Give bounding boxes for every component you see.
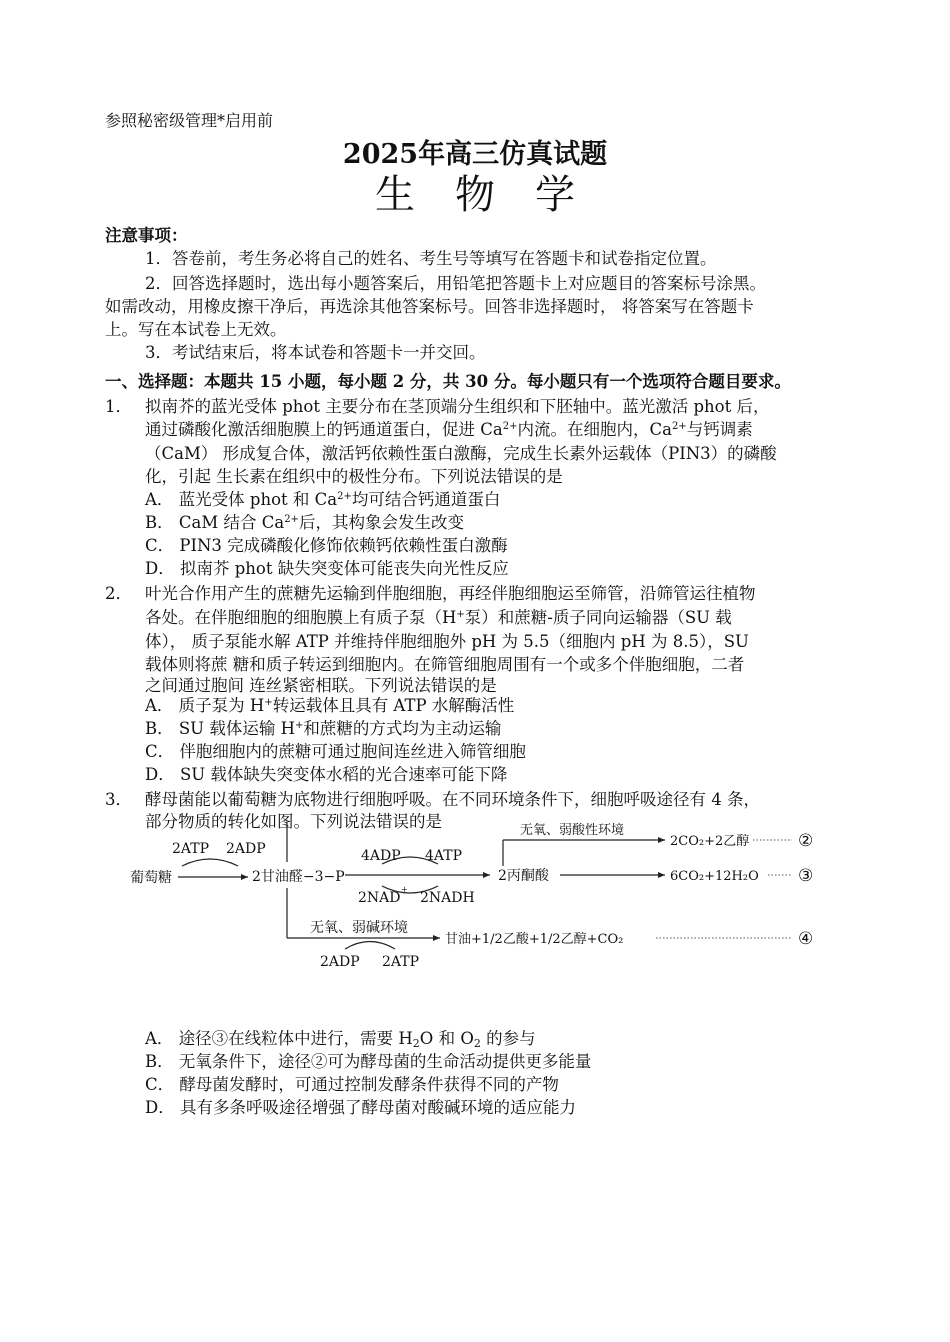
label-4atp: 4ATP: [425, 848, 463, 864]
notice-item-2-line3: 上。写在本试卷上无效。: [105, 320, 287, 339]
q1-option-b: B． CaM 结合 $Ca^{2+}$后，其构象会发生改变: [145, 513, 464, 532]
label-2nad: 2NAD: [358, 890, 401, 906]
section-heading: 一、选择题：本题共 15 小题，每小题 2 分，共 30 分。每小题只有一个选项符合题目要求。: [105, 372, 791, 391]
q2-stem-line4: 载体则将蔗 糖和质子转运到细胞内。在筛管细胞周围有一个或多个伴胞细胞，二者: [145, 655, 745, 674]
question-number-2: 2．: [105, 584, 132, 603]
q3-option-c: C． 酵母菌发酵时，可通过控制发酵条件获得不同的产物: [145, 1075, 559, 1094]
label-product-3: 6CO₂+12H₂O: [670, 869, 759, 884]
q3-stem-line1: 酵母菌能以葡萄糖为底物进行细胞呼吸。在不同环境条件下，细胞呼吸途径有 4 条，: [145, 790, 760, 809]
q2-stem-line2: 各处。在伴胞细胞的细胞膜上有质子泵（H+泵）和蔗糖-质子同向运输器（SU 载: [145, 608, 732, 627]
label-pathway-4: ④: [798, 929, 814, 949]
arc-atp-adp: [182, 859, 238, 866]
confidential-label: 参照秘密级管理*启用前: [105, 111, 274, 130]
question-number-3: 3．: [105, 790, 132, 809]
label-4adp: 4ADP: [361, 848, 401, 864]
question-number-1: 1．: [105, 397, 132, 416]
notice-item-1: 1．答卷前，考生务必将自己的姓名、考生号等填写在答题卡和试卷指定位置。: [145, 249, 717, 268]
respiration-pathway-diagram: [120, 822, 840, 972]
q1-option-c: C． PIN3 完成磷酸化修饰依赖钙依赖性蛋白激酶: [145, 536, 508, 555]
label-condition-top: 无氧、弱酸性环境: [520, 823, 625, 838]
label-pathway-2: ②: [798, 831, 814, 851]
label-condition-bottom: 无氧、弱碱环境: [310, 920, 408, 936]
label-2adp: 2ADP: [226, 841, 266, 857]
q3-stem-line2: 部分物质的转化如图。下列说法错误的是: [145, 812, 442, 831]
arc-adp-atp-bottom: [345, 942, 395, 950]
q2-option-c: C． 伴胞细胞内的蔗糖可通过胞间连丝进入筛管细胞: [145, 742, 526, 761]
q1-option-a: A． 蓝光受体 phot 和 $Ca^{2+}$均可结合钙通道蛋白: [145, 490, 501, 509]
q3-option-a: A． 途径③在线粒体中进行，需要 $H_2O$ 和 $O_2$ 的参与: [145, 1029, 536, 1050]
q2-stem-line1: 叶光合作用产生的蔗糖先运输到伴胞细胞，再经伴胞细胞运至筛管，沿筛管运往植物: [145, 584, 756, 603]
q2-stem-line3: 体）， 质子泵能水解 ATP 并维持伴胞细胞外 pH 为 5.5（细胞内 pH 为 8.5），SU: [145, 632, 749, 651]
q1-option-d: D． 拟南芥 phot 缺失突变体可能丧失向光性反应: [145, 559, 509, 578]
exam-title: 2025年高三仿真试题: [342, 139, 608, 170]
label-product-4: 甘油+1/2乙酸+1/2乙醇+CO₂: [445, 932, 624, 947]
q2-option-a: A． 质子泵为 H+转运载体且具有 ATP 水解酶活性: [145, 696, 515, 715]
q3-option-b: B． 无氧条件下，途径②可为酵母菌的生命活动提供更多能量: [145, 1052, 592, 1071]
q2-option-d: D． SU 载体缺失突变体水稻的光合速率可能下降: [145, 765, 508, 784]
subject-title: 生物学: [375, 172, 615, 218]
notice-item-3: 3．考试结束后，将本试卷和答题卡一并交回。: [145, 343, 486, 362]
q2-stem-line5: 之间通过胞间 连丝紧密相联。下列说法错误的是: [145, 676, 497, 695]
label-pathway-3: ③: [798, 866, 814, 886]
q2-option-b: B． SU 载体运输 H+和蔗糖的方式均为主动运输: [145, 719, 502, 738]
label-2adp-bottom: 2ADP: [320, 954, 360, 970]
q1-stem-line3: （CaM） 形成复合体，激活钙依赖性蛋白激酶，完成生长素外运载体（PIN3）的磷酸: [145, 444, 777, 463]
label-glucose: 葡萄糖: [130, 870, 172, 886]
q1-stem-line4: 化，引起 生长素在组织中的极性分布。下列说法错误的是: [145, 467, 563, 486]
q1-stem-line1: 拟南芥的蓝光受体 phot 主要分布在茎顶端分生组织和下胚轴中。蓝光激活 phot 后，: [145, 397, 770, 416]
q3-option-d: D． 具有多条呼吸途径增强了酵母菌对酸碱环境的适应能力: [145, 1098, 576, 1117]
label-2nad-sup: +: [401, 885, 408, 894]
notice-item-2-line1: 2．回答选择题时，选出每小题答案后，用铅笔把答题卡上对应题目的答案标号涂黑。: [145, 274, 766, 293]
label-2nadh: 2NADH: [420, 890, 475, 906]
label-2atp: 2ATP: [172, 841, 210, 857]
label-g3p: 2甘油醛−3−P: [252, 869, 345, 885]
label-pyruvate: 2丙酮酸: [498, 868, 549, 884]
notice-heading: 注意事项：: [105, 226, 188, 245]
notice-item-2-line2: 如需改动，用橡皮擦干净后，再选涂其他答案标号。回答非选择题时， 将答案写在答题卡: [105, 297, 754, 316]
label-product-2: 2CO₂+2乙醇: [670, 834, 750, 849]
q1-stem-line2: 通过磷酸化激活细胞膜上的钙通道蛋白，促进 $Ca^{2+}$内流。在细胞内，$Ca^{2+}$与钙调素: [145, 420, 753, 439]
label-2atp-bottom: 2ATP: [382, 954, 420, 970]
